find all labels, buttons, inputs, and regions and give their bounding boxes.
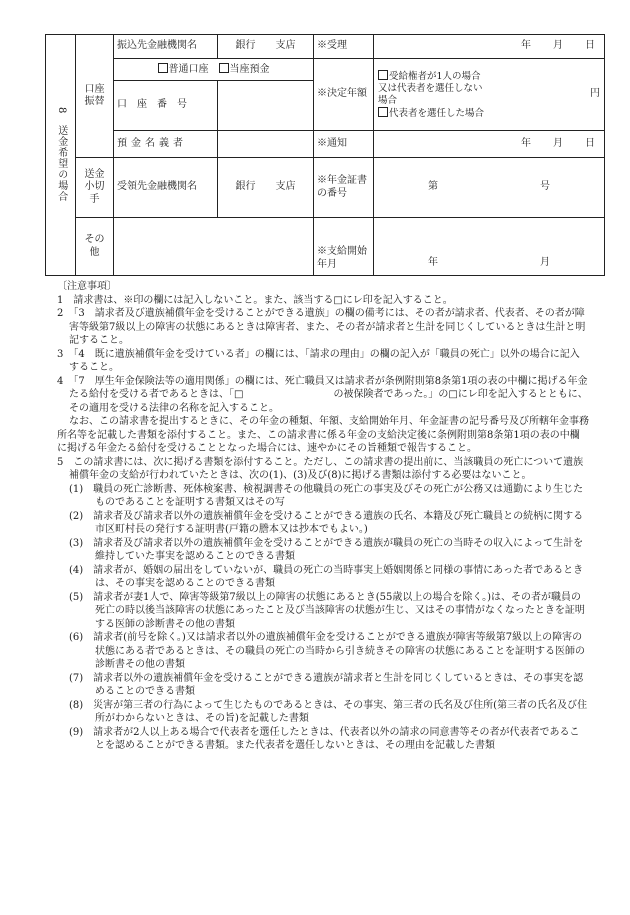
account-no-field[interactable]	[218, 81, 314, 131]
kogitte-label: 送金小切手	[76, 158, 114, 218]
furikomi-label: 口座振替	[76, 35, 114, 158]
start-label: ※支給開始年月	[314, 218, 374, 276]
note-subitem: (1) 職員の死亡診断書、死体検案書、検視調書その他職員の死亡の事実及びその死亡が公務又は通勤により生じたものであることを証明する書類又はその写	[69, 483, 584, 508]
note-subitem: (9) 請求者が2人以上ある場合で代表者を選任したときは、代表者以外の請求の同意書等その者が代表者であることを認めることができる書類。また代表者を選任しないときは、その理由を記載した書類	[69, 726, 580, 751]
start-field[interactable]: 年 月	[374, 218, 605, 276]
holder-label: 預金名義者	[114, 131, 218, 158]
account-no-label: 口 座 番 号	[114, 81, 218, 131]
account-type[interactable]: 普通口座 当座預金	[114, 59, 314, 81]
checkbox-icon[interactable]	[378, 70, 388, 80]
note-item: 4 「7 厚生年金保険法等の適用関係」の欄には、死亡職員又は請求者が条例附則第8条第1項の表の中欄に掲げる年金たる給付を受ける者であるときは、「□ の被保険者であった。」の□にレ印を記入するとともに、その適用を受ける法律の名称を記入すること。	[57, 375, 588, 414]
yen-unit: 円	[590, 88, 600, 100]
other-label: その他	[76, 218, 114, 276]
note-subitem: (7) 請求者以外の遺族補償年金を受けることができる遺族が請求者と生計を同じくしているときは、その事実を認めることのできる書類	[69, 672, 584, 697]
tsuchi-date[interactable]: 年 月 日	[374, 131, 605, 158]
note-item: 5 この請求書には、次に掲げる書類を添付すること。ただし、この請求書の提出前に、当該職員の死亡について遺族補償年金の支給が行われていたときは、次の(1)、(3)及び(8)に掲げる書類は添付する必要はないこと。	[57, 456, 584, 481]
tsuchi-label: ※通知	[314, 131, 374, 158]
note-item-cont: なお、この請求書を提出するときに、その年金の種類、年額、支給開始年月、年金証書の記号番号及び所轄年金事務所名等を記載した書類を添付すること。また、この請求書に係る年金の支給決定後に条例附則第8条第1項の表の中欄に掲げる年金たる給付を受けることとなった場合には、速やかにその旨種類で報告すること。	[57, 416, 589, 454]
checkbox-icon[interactable]	[158, 63, 168, 73]
kettei-label: ※決定年額	[314, 59, 374, 131]
note-item: 3 「4 既に遺族補償年金を受けている者」の欄には、「請求の理由」の欄の記入が「職員の死亡」以外の場合に記入すること。	[57, 348, 580, 373]
checkbox-icon[interactable]	[219, 63, 229, 73]
note-item: 2 「3 請求者及び遺族補償年金を受けることができる遺族」の欄の備考には、その者が請求者、代表者、その者が障害等級第7級以上の障害の状態にあるときは障害者、また、その者が請求者と生計を同じくしているときは生計と明記すること。	[57, 308, 586, 346]
bank-field[interactable]: 銀行 支店	[218, 35, 314, 59]
recv-bank-label: 受領先金融機関名	[114, 158, 218, 218]
note-subitem: (6) 請求者(前号を除く。)又は請求者以外の遺族補償年金を受けることができる遺族が障害等級第7級以上の障害の状態にある者であるときは、その職員の死亡の当時から引き続きその障害の状態にあることを証明する医師の診断書その他の書類	[69, 632, 585, 670]
note-subitem: (2) 請求者及び請求者以外の遺族補償年金を受けることができる遺族の氏名、本籍及び死亡職員との続柄に関する市区町村長の発行する証明書(戸籍の謄本又は抄本でもよい。)	[69, 510, 584, 535]
bank-label: 振込先金融機関名	[114, 35, 218, 59]
remittance-form	[45, 34, 604, 276]
cert-field[interactable]: 第 号	[374, 158, 605, 218]
juri-label: ※受理	[314, 35, 374, 59]
other-field[interactable]	[114, 218, 314, 276]
holder-field[interactable]	[218, 131, 314, 158]
notes-heading: 〔注意事項〕	[57, 281, 117, 292]
section-8-label: 8 送金希望の場合	[46, 35, 76, 276]
juri-date[interactable]: 年 月 日	[374, 35, 605, 59]
recv-bank-field[interactable]: 銀行 支店	[218, 158, 314, 218]
note-subitem: (4) 請求者が、婚姻の届出をしていないが、職員の死亡の当時事実上婚姻関係と同様の事情にあった者であるときは、その事実を認めることのできる書類	[69, 564, 584, 589]
note-subitem: (3) 請求者及び請求者以外の遺族補償年金を受けることができる遺族が職員の死亡の当時その収入によって生計を維持していた事実を認めることのできる書類	[69, 537, 584, 562]
note-subitem: (5) 請求者が妻1人で、障害等級第7級以上の障害の状態にあるとき(55歳以上の場合を除く。)は、その者が職員の死亡の時以後当該障害の状態にあったこと及び当該障害の状態が生じ、又はその事情がなくなったときを証明する医師の診断書その他の書類	[69, 591, 585, 630]
kettei-field[interactable]: 受給権者が1人の場合又は代表者を選任しない場合 代表者を選任した場合 円	[374, 59, 605, 131]
cert-label: ※年金証書の番号	[314, 158, 374, 218]
checkbox-icon[interactable]	[378, 107, 388, 117]
note-item: 1 請求書は、※印の欄には記入しないこと。また、該当する□にレ印を記入すること。	[57, 294, 453, 306]
note-subitem: (8) 災害が第三者の行為によって生じたものであるときは、その事実、第三者の氏名及び住所(第三者の氏名及び住所がわからないときは、その旨)を記載した書類	[69, 699, 588, 724]
notes-section	[57, 280, 589, 753]
